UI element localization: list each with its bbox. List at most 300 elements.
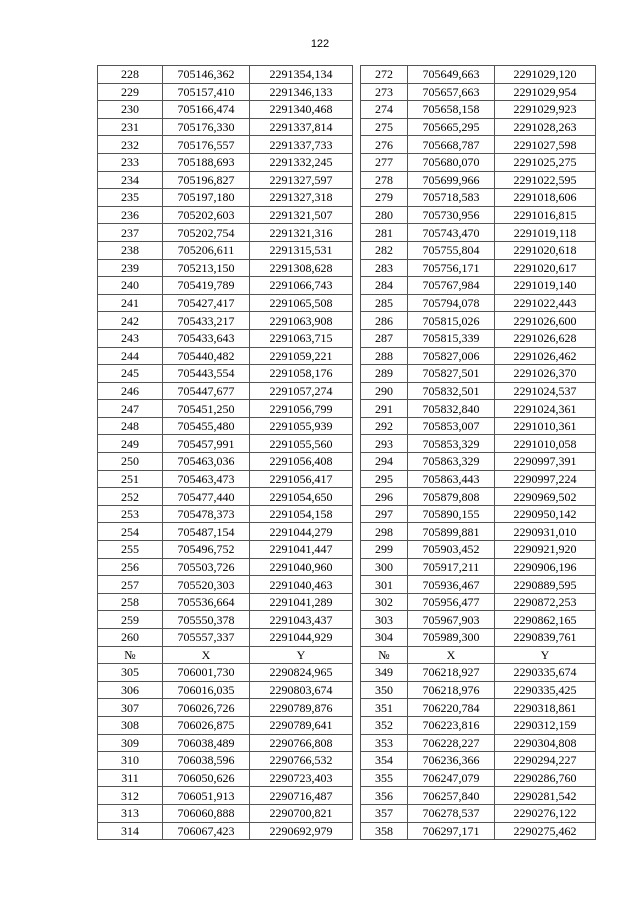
coordinate-x: 705832,501 [408,382,495,400]
coordinate-y: 2291025,275 [495,153,596,171]
coordinate-x: 705202,754 [163,224,250,242]
table-row [98,417,353,435]
coordinate-x: 705917,211 [408,558,495,576]
point-number: 309 [98,734,163,752]
table-row [361,734,596,752]
coordinate-y: 2291337,733 [250,136,353,154]
point-number: 349 [361,664,408,682]
table-row [98,505,353,523]
table-row [361,312,596,330]
coordinate-x: 705451,250 [163,400,250,418]
coordinate-x: 705756,171 [408,259,495,277]
coordinate-x: 705463,036 [163,453,250,471]
table-row [98,277,353,295]
point-number: 279 [361,189,408,207]
coordinate-y: 2291346,133 [250,83,353,101]
coordinate-y: 2291054,158 [250,505,353,523]
point-number: 233 [98,153,163,171]
table-header-row [361,646,596,664]
coordinate-y: 2291041,289 [250,593,353,611]
coordinate-x: 705496,752 [163,541,250,559]
coordinate-x: 706236,366 [408,752,495,770]
coordinate-x: 706223,816 [408,716,495,734]
table-row [361,171,596,189]
table-row [361,752,596,770]
table-row [361,400,596,418]
point-number: 283 [361,259,408,277]
coordinate-x: 705730,956 [408,206,495,224]
table-row [361,206,596,224]
table-row [98,576,353,594]
table-row [98,66,353,84]
coordinate-y: 2291043,437 [250,611,353,629]
coordinate-x: 705794,078 [408,294,495,312]
coordinate-x: 705427,417 [163,294,250,312]
point-number: 241 [98,294,163,312]
table-row [98,400,353,418]
coordinates-table-left [97,65,353,840]
coordinate-x: 705649,663 [408,66,495,84]
table-row [98,664,353,682]
table-row [98,752,353,770]
coordinate-y: 2291066,743 [250,277,353,295]
table-row [98,470,353,488]
coordinate-x: 705657,663 [408,83,495,101]
table-row [361,136,596,154]
coordinate-x: 705879,808 [408,488,495,506]
point-number: 312 [98,787,163,805]
table-row [98,453,353,471]
coordinate-y: 2291024,361 [495,400,596,418]
point-number: 230 [98,101,163,119]
coordinate-y: 2291315,531 [250,241,353,259]
coordinate-y: 2291321,507 [250,206,353,224]
coordinate-y: 2291327,597 [250,171,353,189]
point-number: 253 [98,505,163,523]
coordinate-y: 2290862,165 [495,611,596,629]
point-number: 250 [98,453,163,471]
point-number: 229 [98,83,163,101]
table-row [98,611,353,629]
point-number: 237 [98,224,163,242]
coordinate-x: 705755,804 [408,241,495,259]
table-row [98,347,353,365]
coordinate-x: 705832,840 [408,400,495,418]
point-number: 300 [361,558,408,576]
coordinate-y: 2291327,318 [250,189,353,207]
point-number: 354 [361,752,408,770]
coordinate-x: 705440,482 [163,347,250,365]
table-row [98,171,353,189]
point-number: 257 [98,576,163,594]
point-number: 252 [98,488,163,506]
coordinate-x: 705863,443 [408,470,495,488]
table-row [361,189,596,207]
coordinate-y: 2290286,760 [495,769,596,787]
point-number: 247 [98,400,163,418]
coordinate-x: 705188,693 [163,153,250,171]
point-number: 298 [361,523,408,541]
coordinate-x: 705457,991 [163,435,250,453]
table-row [98,136,353,154]
table-row [98,716,353,734]
coordinate-y: 2291337,814 [250,118,353,136]
point-number: 232 [98,136,163,154]
table-row [361,541,596,559]
coordinate-y: 2290889,595 [495,576,596,594]
coordinate-y: 2290766,532 [250,752,353,770]
point-number: 356 [361,787,408,805]
table-row [361,241,596,259]
point-number: 292 [361,417,408,435]
coordinate-x: 705718,583 [408,189,495,207]
table-row [361,716,596,734]
coordinate-x: 705815,026 [408,312,495,330]
coordinate-x: 705197,180 [163,189,250,207]
header-number: № [361,646,408,664]
point-number: 302 [361,593,408,611]
table-row [361,347,596,365]
coordinate-x: 705863,329 [408,453,495,471]
coordinate-x: 705477,440 [163,488,250,506]
point-number: 282 [361,241,408,259]
point-number: 243 [98,329,163,347]
table-row [98,699,353,717]
coordinate-y: 2291044,929 [250,629,353,647]
coordinate-x: 706297,171 [408,822,495,840]
table-row [361,435,596,453]
table-header-row [98,646,353,664]
coordinate-x: 705665,295 [408,118,495,136]
coordinate-y: 2291028,263 [495,118,596,136]
coordinate-y: 2291020,617 [495,259,596,277]
point-number: 278 [361,171,408,189]
table-row [98,523,353,541]
point-number: 231 [98,118,163,136]
coordinate-x: 705967,903 [408,611,495,629]
coordinate-y: 2290950,142 [495,505,596,523]
coordinate-x: 705699,966 [408,171,495,189]
coordinate-y: 2291024,537 [495,382,596,400]
point-number: 296 [361,488,408,506]
coordinate-y: 2290723,403 [250,769,353,787]
table-row [361,365,596,383]
point-number: 239 [98,259,163,277]
table-row [98,153,353,171]
coordinate-y: 2290997,391 [495,453,596,471]
table-row [361,277,596,295]
coordinates-table-right [360,65,596,840]
point-number: 290 [361,382,408,400]
table-row [98,593,353,611]
coordinate-y: 2291022,595 [495,171,596,189]
coordinate-y: 2290803,674 [250,681,353,699]
point-number: 351 [361,699,408,717]
coordinate-y: 2290335,674 [495,664,596,682]
coordinate-x: 705176,330 [163,118,250,136]
coordinate-y: 2291018,606 [495,189,596,207]
coordinate-x: 706038,489 [163,734,250,752]
coordinate-y: 2291065,508 [250,294,353,312]
coordinate-y: 2291019,140 [495,277,596,295]
point-number: 242 [98,312,163,330]
point-number: 301 [361,576,408,594]
point-number: 299 [361,541,408,559]
table-row [98,101,353,119]
coordinate-y: 2291029,120 [495,66,596,84]
coordinate-y: 2290312,159 [495,716,596,734]
coordinate-x: 706051,913 [163,787,250,805]
point-number: 254 [98,523,163,541]
coordinate-y: 2291063,908 [250,312,353,330]
coordinate-y: 2291321,316 [250,224,353,242]
coordinate-y: 2291041,447 [250,541,353,559]
table-row [98,787,353,805]
table-row [98,241,353,259]
table-row [361,66,596,84]
point-number: 303 [361,611,408,629]
table-row [98,681,353,699]
coordinate-y: 2291308,628 [250,259,353,277]
coordinate-x: 705520,303 [163,576,250,594]
coordinate-x: 705463,473 [163,470,250,488]
coordinate-y: 2291056,417 [250,470,353,488]
table-row [98,769,353,787]
point-number: 277 [361,153,408,171]
coordinate-x: 705743,470 [408,224,495,242]
point-number: 294 [361,453,408,471]
table-row [361,769,596,787]
coordinate-y: 2291054,650 [250,488,353,506]
coordinate-x: 705157,410 [163,83,250,101]
point-number: 256 [98,558,163,576]
coordinate-x: 706220,784 [408,699,495,717]
point-number: 295 [361,470,408,488]
coordinate-y: 2290969,502 [495,488,596,506]
point-number: 244 [98,347,163,365]
coordinate-x: 705668,787 [408,136,495,154]
table-row [361,523,596,541]
coordinate-y: 2290931,010 [495,523,596,541]
coordinate-y: 2290304,808 [495,734,596,752]
coordinate-y: 2291016,815 [495,206,596,224]
table-row [361,417,596,435]
coordinate-y: 2291056,799 [250,400,353,418]
table-row [98,734,353,752]
coordinate-x: 705989,300 [408,629,495,647]
point-number: 235 [98,189,163,207]
coordinate-y: 2291020,618 [495,241,596,259]
coordinate-y: 2291029,954 [495,83,596,101]
table-row [361,558,596,576]
coordinate-y: 2291026,628 [495,329,596,347]
coordinate-y: 2291010,361 [495,417,596,435]
coordinate-y: 2290335,425 [495,681,596,699]
coordinate-y: 2290997,224 [495,470,596,488]
coordinate-x: 705853,007 [408,417,495,435]
coordinate-x: 706026,875 [163,716,250,734]
coordinate-y: 2290789,641 [250,716,353,734]
table-row [361,294,596,312]
coordinate-y: 2290275,462 [495,822,596,840]
coordinate-x: 705419,789 [163,277,250,295]
coordinate-x: 705767,984 [408,277,495,295]
coordinate-x: 705202,603 [163,206,250,224]
point-number: 287 [361,329,408,347]
coordinate-y: 2291044,279 [250,523,353,541]
coordinate-y: 2291340,468 [250,101,353,119]
coordinate-x: 706278,537 [408,804,495,822]
point-number: 238 [98,241,163,259]
coordinate-y: 2291026,462 [495,347,596,365]
point-number: 291 [361,400,408,418]
header-number: № [98,646,163,664]
coordinate-x: 705827,006 [408,347,495,365]
table-row [361,804,596,822]
point-number: 236 [98,206,163,224]
coordinate-x: 705455,480 [163,417,250,435]
coordinate-x: 706026,726 [163,699,250,717]
coordinate-y: 2290906,196 [495,558,596,576]
coordinate-x: 705146,362 [163,66,250,84]
table-row [98,558,353,576]
coordinate-x: 705557,337 [163,629,250,647]
table-row [98,294,353,312]
table-row [98,206,353,224]
table-row [361,259,596,277]
coordinate-x: 705936,467 [408,576,495,594]
coordinate-x: 705658,158 [408,101,495,119]
coordinate-x: 705443,554 [163,365,250,383]
coordinate-x: 706050,626 [163,769,250,787]
coordinate-y: 2290716,487 [250,787,353,805]
point-number: 289 [361,365,408,383]
coordinate-y: 2291026,370 [495,365,596,383]
coordinate-y: 2291029,923 [495,101,596,119]
coordinate-x: 706247,079 [408,769,495,787]
point-number: 276 [361,136,408,154]
coordinate-y: 2290276,122 [495,804,596,822]
coordinate-y: 2291019,118 [495,224,596,242]
point-number: 255 [98,541,163,559]
point-number: 285 [361,294,408,312]
point-number: 358 [361,822,408,840]
coordinate-x: 705956,477 [408,593,495,611]
table-row [361,787,596,805]
coordinate-y: 2291040,463 [250,576,353,594]
table-row [98,541,353,559]
table-row [98,224,353,242]
coordinate-y: 2290281,542 [495,787,596,805]
table-row [98,259,353,277]
coordinate-y: 2291057,274 [250,382,353,400]
coordinate-x: 705487,154 [163,523,250,541]
coordinate-y: 2290766,808 [250,734,353,752]
point-number: 272 [361,66,408,84]
coordinate-x: 705853,329 [408,435,495,453]
point-number: 304 [361,629,408,647]
point-number: 352 [361,716,408,734]
point-number: 228 [98,66,163,84]
coordinate-y: 2291026,600 [495,312,596,330]
table-row [361,470,596,488]
table-row [361,101,596,119]
header-x: X [408,646,495,664]
point-number: 310 [98,752,163,770]
coordinate-y: 2291055,939 [250,417,353,435]
point-number: 293 [361,435,408,453]
coordinate-x: 705433,643 [163,329,250,347]
coordinate-y: 2291055,560 [250,435,353,453]
coordinate-y: 2290921,920 [495,541,596,559]
table-row [361,593,596,611]
coordinate-x: 705213,150 [163,259,250,277]
table-row [98,329,353,347]
coordinate-x: 705176,557 [163,136,250,154]
coordinate-y: 2290839,761 [495,629,596,647]
coordinate-x: 705890,155 [408,505,495,523]
table-row [98,365,353,383]
table-row [361,629,596,647]
coordinate-y: 2291022,443 [495,294,596,312]
coordinate-y: 2290789,876 [250,699,353,717]
coordinate-x: 706067,423 [163,822,250,840]
coordinate-x: 706038,596 [163,752,250,770]
table-row [361,153,596,171]
coordinate-x: 705550,378 [163,611,250,629]
header-y: Y [495,646,596,664]
point-number: 357 [361,804,408,822]
table-row [98,189,353,207]
coordinate-x: 705903,452 [408,541,495,559]
coordinate-y: 2290294,227 [495,752,596,770]
table-row [361,453,596,471]
coordinate-x: 705196,827 [163,171,250,189]
coordinate-y: 2291010,058 [495,435,596,453]
point-number: 275 [361,118,408,136]
table-row [98,629,353,647]
point-number: 248 [98,417,163,435]
coordinate-x: 706060,888 [163,804,250,822]
table-row [98,312,353,330]
coordinate-x: 705166,474 [163,101,250,119]
point-number: 286 [361,312,408,330]
coordinate-x: 705433,217 [163,312,250,330]
table-row [98,822,353,840]
point-number: 240 [98,277,163,295]
table-row [361,329,596,347]
coordinate-x: 705206,611 [163,241,250,259]
coordinate-y: 2291332,245 [250,153,353,171]
coordinate-x: 705447,677 [163,382,250,400]
coordinate-y: 2290692,979 [250,822,353,840]
point-number: 258 [98,593,163,611]
point-number: 245 [98,365,163,383]
page-number: 122 [310,38,330,50]
point-number: 249 [98,435,163,453]
coordinate-y: 2290700,821 [250,804,353,822]
point-number: 297 [361,505,408,523]
coordinate-x: 706228,227 [408,734,495,752]
coordinate-y: 2290872,253 [495,593,596,611]
point-number: 280 [361,206,408,224]
point-number: 234 [98,171,163,189]
table-row [98,435,353,453]
table-row [361,488,596,506]
coordinate-y: 2290824,965 [250,664,353,682]
table-row [361,505,596,523]
coordinate-y: 2291063,715 [250,329,353,347]
